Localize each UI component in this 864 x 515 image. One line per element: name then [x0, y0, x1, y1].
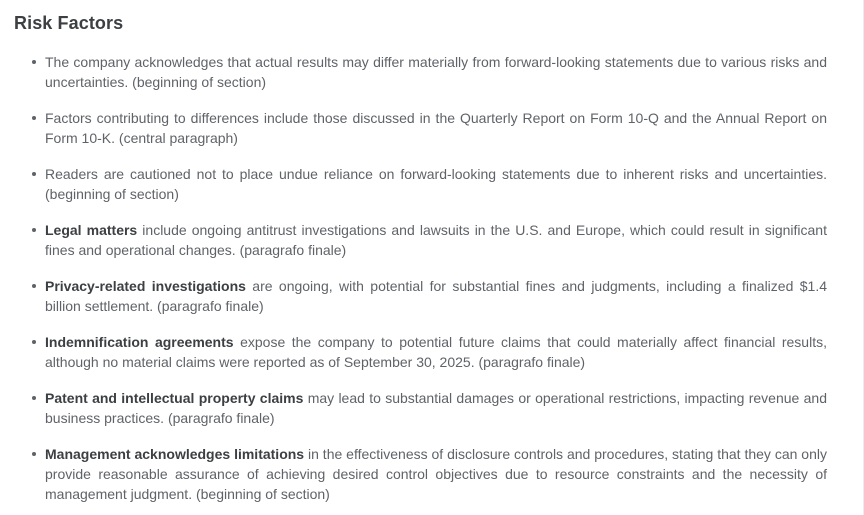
list-item — [45, 444, 827, 504]
list-item — [45, 220, 827, 260]
list-item — [45, 164, 827, 204]
risk-factors-list — [0, 52, 863, 504]
page-title: Risk Factors — [14, 13, 124, 33]
list-item — [45, 388, 827, 428]
risk-item-text: in the effectiveness of disclosure controls and procedures, stating that they can only provide reasonable assurance of achieving desired control objectives due to resource constraints and the necessity of management judgment. (beginning of section) — [45, 446, 827, 502]
risk-item-lead: Indemnification agreements — [45, 334, 234, 350]
risk-item-text: Readers are cautioned not to place undue reliance on forward-looking statements due to inherent risks and uncertainties. (beginning of section) — [45, 166, 827, 202]
risk-item-lead: Privacy-related investigations — [45, 278, 246, 294]
risk-item-text: The company acknowledges that actual results may differ materially from forward-looking statements due to various risks and uncertainties. (beginning of section) — [45, 54, 827, 90]
risk-item-text: expose the company to potential future claims that could materially affect financial results, although no material claims were reported as of September 30, 2025. (paragrafo finale) — [45, 334, 827, 370]
risk-item-lead: Management acknowledges limitations — [45, 446, 305, 462]
list-item — [45, 276, 827, 316]
risk-item-text: may lead to substantial damages or operational restrictions, impacting revenue and business practices. (paragrafo finale) — [45, 390, 827, 426]
risk-item-lead: Patent and intellectual property claims — [45, 390, 304, 406]
risk-item-lead: Legal matters — [45, 222, 138, 238]
list-item — [45, 52, 827, 92]
risk-item-text: are ongoing, with potential for substantial fines and judgments, including a finalized $1.4 billion settlement. (paragrafo finale) — [45, 278, 827, 314]
risk-item-text: include ongoing antitrust investigations and lawsuits in the U.S. and Europe, which could result in significant fines and operational changes. (paragrafo finale) — [45, 222, 827, 258]
risk-item-text: Factors contributing to differences include those discussed in the Quarterly Report on Form 10-Q and the Annual Report on Form 10-K. (central paragraph) — [45, 110, 827, 146]
list-item — [45, 332, 827, 372]
list-item — [45, 108, 827, 148]
